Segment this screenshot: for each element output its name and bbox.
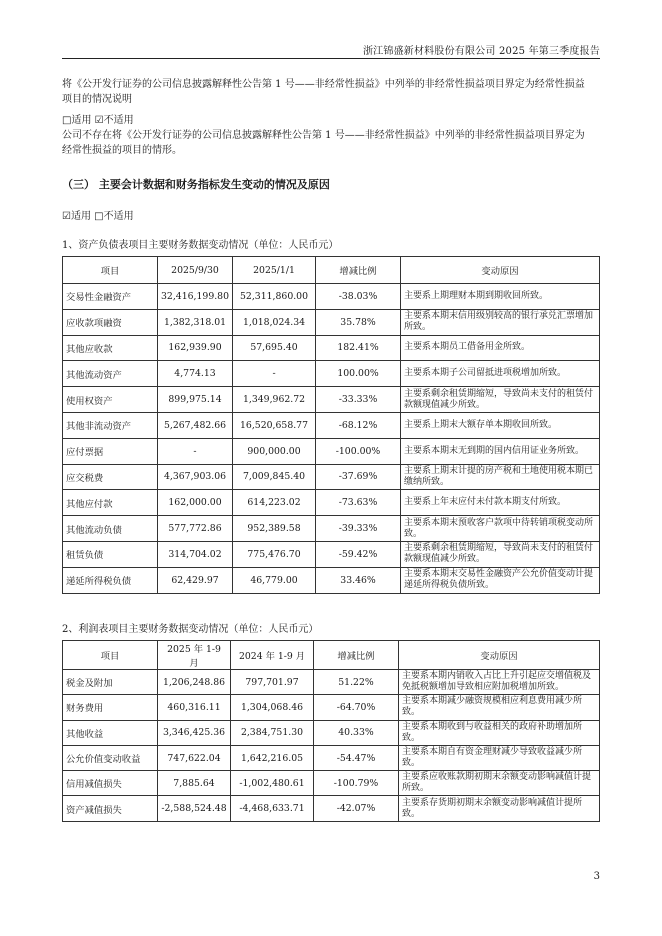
table-row: [63, 567, 600, 593]
table-row: [63, 771, 600, 796]
prior-value-cell: 952,389.58: [233, 516, 316, 542]
current-value-cell: 32,416,199.80: [158, 284, 233, 310]
item-cell: 其他流动资产: [63, 361, 158, 387]
prior-value-cell: 1,018,024.34: [233, 309, 316, 335]
column-header: 项目: [63, 641, 158, 670]
prior-value-cell: -4,468,633.71: [231, 796, 314, 821]
change-ratio-cell: 35.78%: [316, 309, 401, 335]
change-ratio-cell: -42.07%: [314, 796, 399, 821]
item-cell: 财务费用: [63, 695, 158, 720]
change-ratio-cell: -54.47%: [314, 745, 399, 770]
reason-cell: 主要系剩余租赁期缩短，导致尚未支付的租赁付款额现值减少所致。: [401, 541, 600, 567]
change-ratio-cell: 100.00%: [316, 361, 401, 387]
item-cell: 税金及附加: [63, 670, 158, 695]
reason-cell: 主要系本期员工借备用金所致。: [401, 335, 600, 361]
item-cell: 资产减值损失: [63, 796, 158, 821]
prior-value-cell: 1,642,216.05: [231, 745, 314, 770]
item-cell: 应收款项融资: [63, 309, 158, 335]
reason-cell: 主要系本期自有资金理财减少导致收益减少所致。: [399, 745, 600, 770]
item-cell: 应付票据: [63, 438, 158, 464]
intro-paragraph-1: [62, 77, 607, 107]
prior-value-cell: 1,349,962.72: [233, 387, 316, 413]
current-value-cell: 460,316.11: [158, 695, 231, 720]
prior-value-cell: 797,701.97: [231, 670, 314, 695]
balance-sheet-caption: 1、资产负债表项目主要财务数据变动情况（单位：人民币元）: [62, 240, 339, 251]
change-ratio-cell: -73.63%: [316, 490, 401, 516]
reason-cell: 主要系本期末信用级别较高的银行承兑汇票增加所致。: [401, 309, 600, 335]
change-ratio-cell: -38.03%: [316, 284, 401, 310]
current-value-cell: 7,885.64: [158, 771, 231, 796]
page-number: 3: [593, 871, 600, 882]
table-row: [63, 516, 600, 542]
item-cell: 递延所得税负债: [63, 567, 158, 593]
current-value-cell: 3,346,425.36: [158, 720, 231, 745]
change-ratio-cell: 33.46%: [316, 567, 401, 593]
current-value-cell: 4,774.13: [158, 361, 233, 387]
change-ratio-cell: 51.22%: [314, 670, 399, 695]
column-header: 增减比例: [314, 641, 399, 670]
header-divider: [62, 58, 600, 59]
change-ratio-cell: 182.41%: [316, 335, 401, 361]
table-row: [63, 720, 600, 745]
intro-paragraph-1-line-1: 将《公开发行证券的公司信息披露解释性公告第 1 号——非经常性损益》中列举的非经常性损益项目界定为经常性损益: [62, 79, 585, 90]
table-row: [63, 796, 600, 821]
current-value-cell: -: [158, 438, 233, 464]
prior-value-cell: 1,304,068.46: [231, 695, 314, 720]
prior-value-cell: 900,000.00: [233, 438, 316, 464]
item-cell: 使用权资产: [63, 387, 158, 413]
applicability-check-1: □适用 ☑不适用: [62, 115, 134, 126]
table-row: [63, 670, 600, 695]
prior-value-cell: 614,223.02: [233, 490, 316, 516]
change-ratio-cell: -100.79%: [314, 771, 399, 796]
reason-cell: 主要系上年末应付未付款本期支付所致。: [401, 490, 600, 516]
reason-cell: 主要系本期减少融资规模相应利息费用减少所致。: [399, 695, 600, 720]
current-value-cell: 4,367,903.06: [158, 464, 233, 490]
balance-sheet-table: [62, 256, 600, 594]
column-header: 变动原因: [401, 257, 600, 284]
current-value-cell: 5,267,482.66: [158, 412, 233, 438]
table-row: [63, 412, 600, 438]
item-cell: 其他流动负债: [63, 516, 158, 542]
intro-paragraph-2-line-1: 公司不存在将《公开发行证券的公司信息披露解释性公告第 1 号——非经常性损益》中列举的非经常性损益项目界定为: [62, 130, 585, 141]
current-value-cell: 1,382,318.01: [158, 309, 233, 335]
current-value-cell: 1,206,248.86: [158, 670, 231, 695]
current-value-cell: 162,939.90: [158, 335, 233, 361]
change-ratio-cell: -33.33%: [316, 387, 401, 413]
table-row: [63, 387, 600, 413]
reason-cell: 主要系本期末预收客户款项中待转销项税变动所致。: [401, 516, 600, 542]
table-row: [63, 284, 600, 310]
column-header: 2024 年 1-9 月: [231, 641, 314, 670]
prior-value-cell: 52,311,860.00: [233, 284, 316, 310]
reason-cell: 主要系本期收到与收益相关的政府补助增加所致。: [399, 720, 600, 745]
column-header: 2025 年 1-9 月: [158, 641, 231, 670]
change-ratio-cell: 40.33%: [314, 720, 399, 745]
prior-value-cell: -: [233, 361, 316, 387]
reason-cell: 主要系本期内销收入占比上升引起应交增值税及免抵税额增加导致相应附加税增加所致。: [399, 670, 600, 695]
intro-paragraph-1-line-2: 项目的情况说明: [62, 94, 132, 105]
prior-value-cell: 16,520,658.77: [233, 412, 316, 438]
intro-paragraph-2-line-2: 经常性损益的项目的情形。: [62, 145, 182, 156]
reason-cell: 主要系剩余租赁期缩短，导致尚未支付的租赁付款额现值减少所致。: [401, 387, 600, 413]
item-cell: 其他非流动资产: [63, 412, 158, 438]
column-header: 变动原因: [399, 641, 600, 670]
reason-cell: 主要系本期末无到期的国内信用证业务所致。: [401, 438, 600, 464]
table-row: [63, 464, 600, 490]
table-row: [63, 745, 600, 770]
current-value-cell: -2,588,524.48: [158, 796, 231, 821]
item-cell: 信用减值损失: [63, 771, 158, 796]
current-value-cell: 747,622.04: [158, 745, 231, 770]
change-ratio-cell: -68.12%: [316, 412, 401, 438]
item-cell: 其他应收款: [63, 335, 158, 361]
reason-cell: 主要系上期末大额存单本期收回所致。: [401, 412, 600, 438]
income-statement-caption: 2、利润表项目主要财务数据变动情况（单位：人民币元）: [62, 624, 319, 635]
table-header-row: [63, 641, 600, 670]
change-ratio-cell: -39.33%: [316, 516, 401, 542]
prior-value-cell: 57,695.40: [233, 335, 316, 361]
table-row: [63, 361, 600, 387]
reason-cell: 主要系上期末计提的房产税和土地使用税本期已缴纳所致。: [401, 464, 600, 490]
current-value-cell: 577,772.86: [158, 516, 233, 542]
reason-cell: 主要系本期末交易性金融资产公允价值变动计提递延所得税负债所致。: [401, 567, 600, 593]
column-header: 增减比例: [316, 257, 401, 284]
change-ratio-cell: -59.42%: [316, 541, 401, 567]
reason-cell: 主要系存货期初期末余额变动影响减值计提所致。: [399, 796, 600, 821]
prior-value-cell: -1,002,480.61: [231, 771, 314, 796]
change-ratio-cell: -100.00%: [316, 438, 401, 464]
table-row: [63, 541, 600, 567]
reason-cell: 主要系本期子公司留抵进项税增加所致。: [401, 361, 600, 387]
current-value-cell: 62,429.97: [158, 567, 233, 593]
current-value-cell: 899,975.14: [158, 387, 233, 413]
reason-cell: 主要系应收账款期初期末余额变动影响减值计提所致。: [399, 771, 600, 796]
current-value-cell: 314,704.02: [158, 541, 233, 567]
current-value-cell: 162,000.00: [158, 490, 233, 516]
table-row: [63, 438, 600, 464]
table-row: [63, 695, 600, 720]
report-header-title: 浙江锦盛新材料股份有限公司 2025 年第三季度报告: [362, 46, 600, 57]
column-header: 项目: [63, 257, 158, 284]
prior-value-cell: 46,779.00: [233, 567, 316, 593]
table-row: [63, 490, 600, 516]
item-cell: 公允价值变动收益: [63, 745, 158, 770]
table-header-row: [63, 257, 600, 284]
income-statement-table: [62, 640, 600, 822]
item-cell: 租赁负债: [63, 541, 158, 567]
prior-value-cell: 7,009,845.40: [233, 464, 316, 490]
section-title: （三） 主要会计数据和财务指标发生变动的情况及原因: [62, 178, 330, 191]
intro-paragraph-2: [62, 128, 607, 158]
applicability-check-2: ☑适用 □不适用: [62, 211, 134, 222]
prior-value-cell: 2,384,751.30: [231, 720, 314, 745]
item-cell: 其他收益: [63, 720, 158, 745]
reason-cell: 主要系上期理财本期到期收回所致。: [401, 284, 600, 310]
table-row: [63, 335, 600, 361]
item-cell: 应交税费: [63, 464, 158, 490]
change-ratio-cell: -64.70%: [314, 695, 399, 720]
prior-value-cell: 775,476.70: [233, 541, 316, 567]
column-header: 2025/1/1: [233, 257, 316, 284]
column-header: 2025/9/30: [158, 257, 233, 284]
change-ratio-cell: -37.69%: [316, 464, 401, 490]
table-row: [63, 309, 600, 335]
item-cell: 其他应付款: [63, 490, 158, 516]
item-cell: 交易性金融资产: [63, 284, 158, 310]
